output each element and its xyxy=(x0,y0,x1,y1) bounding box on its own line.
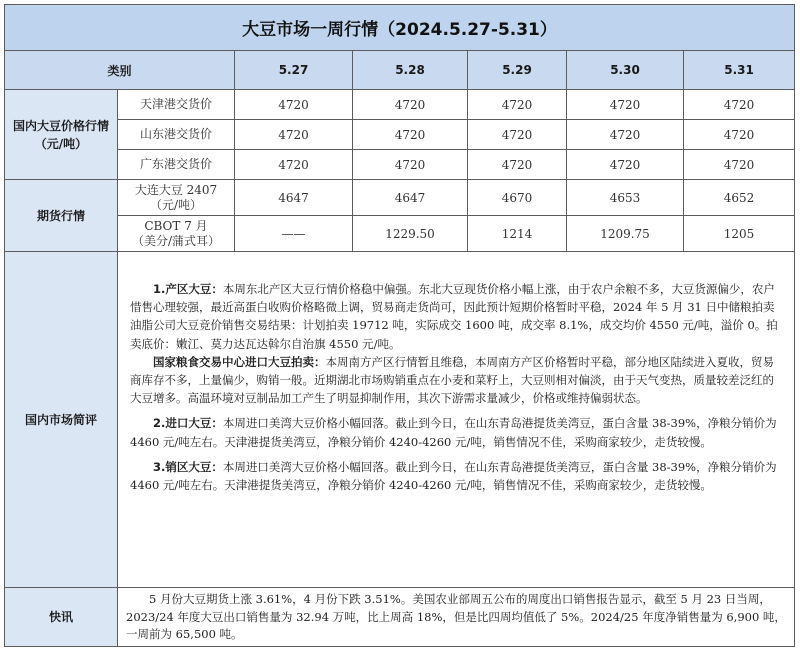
row-label xyxy=(118,216,235,252)
row-label-line: CBOT 7 月 xyxy=(144,218,208,233)
flash-text xyxy=(118,588,795,647)
date-header: 5.30 xyxy=(567,51,684,90)
price-cell: 4720 xyxy=(567,90,684,120)
summary-paragraph: 1.产区大豆：本周东北产区大豆行情价格稳中偏强。东北大豆现货价格小幅上涨，由于农户余粮不多，大豆货源偏少，农户惜售心理较强，最近高蛋白收购价格略微上调，贸易商走货尚可，因此预计短期价格暂时平稳，2024 年 5 月 31 日中储粮拍卖油脂公司大豆竞价销售交易结果：计划拍卖 19712 吨，实际成交 1600 吨，成交率 8.1%，成交均价 4550 元/吨，溢价 0。拍卖底价：嫩江、莫力达瓦达斡尔自治旗 4550 元/吨。 xyxy=(130,282,778,351)
price-cell: 1209.75 xyxy=(567,216,684,252)
row-label-line: 大连大豆 2407 xyxy=(134,182,218,197)
table-row xyxy=(5,120,795,150)
flash-paragraph: 5 月份大豆期货上涨 3.61%，4 月份下跌 3.51%。美国农业部周五公布的周度出口销售报告显示，截至 5 月 23 日当周，2023/24 年度大豆出口销售量为 32.94 万吨，比上周高 18%，但是比四周均值低了 5%。2024/25 年度净销售量为 6,900 吨，一周前为 65,500 吨。 xyxy=(126,592,786,641)
date-header: 5.29 xyxy=(468,51,567,90)
row-label-unit: （美分/蒲式耳） xyxy=(131,233,221,248)
table-row xyxy=(5,180,795,216)
price-cell: 4720 xyxy=(353,90,468,120)
price-cell: 4720 xyxy=(468,90,567,120)
table-row xyxy=(5,216,795,252)
price-cell: 4720 xyxy=(235,90,353,120)
table-row xyxy=(5,150,795,180)
row-label: 山东港交货价 xyxy=(118,120,235,150)
price-cell: 1214 xyxy=(468,216,567,252)
table-row xyxy=(5,90,795,120)
category-header: 类别 xyxy=(5,51,235,90)
flash-row xyxy=(5,588,795,647)
summary-row xyxy=(5,252,795,588)
row-label: 天津港交货价 xyxy=(118,90,235,120)
summary-paragraph: 3.销区大豆：本周进口美湾大豆价格小幅回落。截止到今日，在山东青岛港提货美湾豆，蛋白含量 38-39%，净粮分销价为 4460 元/吨左右。天津港提货美湾豆，净粮分销价 4240-4260 元/吨，销售情况不佳，采购商家较少，走货较慢。 xyxy=(130,459,777,493)
row-label: 广东港交货价 xyxy=(118,150,235,180)
page-title: 大豆市场一周行情（2024.5.27-5.31） xyxy=(5,5,795,51)
price-cell: 4720 xyxy=(684,120,795,150)
price-cell: 4653 xyxy=(567,180,684,216)
price-cell: 4720 xyxy=(235,120,353,150)
row-label xyxy=(118,180,235,216)
row-label-unit: （元/吨） xyxy=(149,197,203,212)
price-cell: 4720 xyxy=(468,120,567,150)
price-cell: 4720 xyxy=(567,150,684,180)
summary-text xyxy=(118,252,795,588)
price-cell: 4720 xyxy=(684,150,795,180)
futures-label: 期货行情 xyxy=(5,180,118,252)
flash-label: 快讯 xyxy=(5,588,118,647)
price-cell: 4647 xyxy=(235,180,353,216)
price-cell: 4720 xyxy=(353,150,468,180)
price-cell: 4670 xyxy=(468,180,567,216)
price-cell: 4652 xyxy=(684,180,795,216)
price-cell: 4720 xyxy=(468,150,567,180)
price-cell: 4720 xyxy=(567,120,684,150)
domestic-price-label: 国内大豆价格行情（元/吨） xyxy=(5,90,118,180)
summary-paragraph: 2.进口大豆：本周进口美湾大豆价格小幅回落。截止到今日，在山东青岛港提货美湾豆，蛋白含量 38-39%，净粮分销价为 4460 元/吨左右。天津港提货美湾豆，净粮分销价 4240-4260 元/吨，销售情况不佳，采购商家较少，走货较慢。 xyxy=(130,416,777,449)
date-header: 5.27 xyxy=(235,51,353,90)
price-cell: 4720 xyxy=(235,150,353,180)
date-header: 5.28 xyxy=(353,51,468,90)
market-report-sheet xyxy=(4,4,794,653)
price-cell: 1229.50 xyxy=(353,216,468,252)
summary-paragraph: 国家粮食交易中心进口大豆拍卖：本周南方产区行情暂且维稳，本周南方产区价格暂时平稳，部分地区陆续进入夏收，贸易商库存不多，上量偏少，购销一般。近期湖北市场购销重点在小麦和菜籽上，大豆则相对偏淡，由于天气变热，质量较差泛红的大豆增多。高温环境对豆制品加工产生了明显抑制作用，其次下游需求量减少，价格或维持偏弱状态。 xyxy=(130,354,774,406)
market-table xyxy=(4,4,795,647)
price-cell: 4647 xyxy=(353,180,468,216)
price-cell: 4720 xyxy=(684,90,795,120)
summary-label: 国内市场简评 xyxy=(5,252,118,588)
price-cell: 4720 xyxy=(353,120,468,150)
price-cell: 1205 xyxy=(684,216,795,252)
date-header: 5.31 xyxy=(684,51,795,90)
price-cell: —— xyxy=(235,216,353,252)
